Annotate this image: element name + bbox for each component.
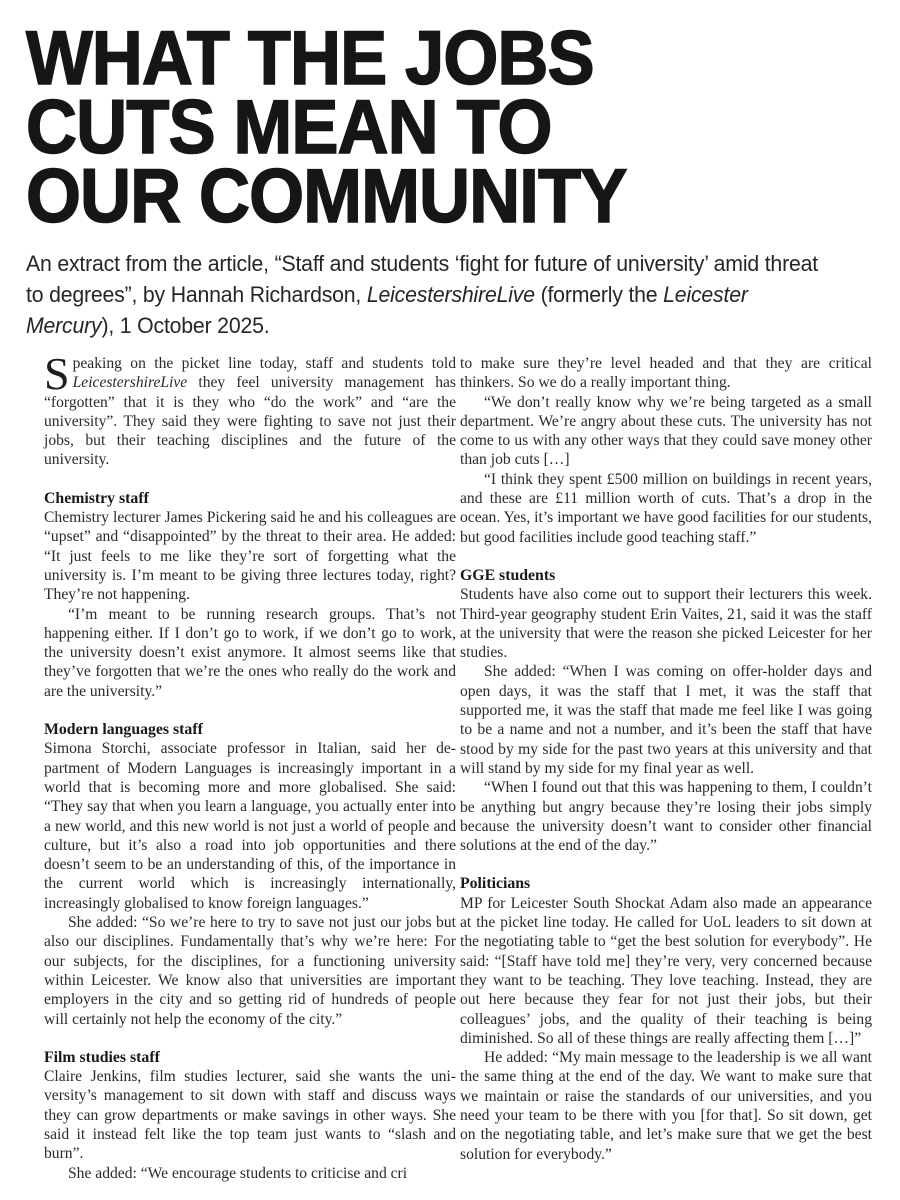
intro-paragraph: [44, 348, 456, 470]
standfirst-suffix: ), 1 October 2025.: [101, 313, 270, 338]
intro-publication: LeicestershireLive: [72, 374, 188, 392]
body-paragraph: Chemistry lecturer James Pickering said he and his colleagues are “upset” and “disappointed” by the threat to their area. He added: “It just feels to me like they’re sort of forgetting what the university is. I’m meant to be giving three lectures today, right? They’re not happening.: [44, 509, 456, 604]
body-paragraph: He added: “My main message to the leadership is we all want the same thing at the end of the day. We want to make sure that we maintain or raise the standards of our universities, and you need your team to be there with you [for that]. So sit down, get on the negotiating table, and let’s make sure that we get the best solution for everybody.”: [460, 1049, 872, 1163]
page-title: [26, 16, 826, 239]
former-publication-name: Leicester Mercury: [26, 282, 748, 338]
article-column-right: [460, 354, 872, 1164]
drop-cap: S: [44, 348, 70, 399]
body-paragraph: She added: “So we’re here to try to save not just our jobs but also our disciplines. Fundamentally that’s why we’re here: For our subjects, for the disciplines, for a functioning university within Leicester. We know also that universities are important employers in the city and so getting rid of hundreds of people will certainly not help the economy of the city.”: [44, 914, 456, 1028]
section-heading-chemistry: Chemistry staff: [44, 489, 149, 507]
body-paragraph: “When I found out that this was happening to them, I couldn’t be anything but angry because they’re losing their jobs simply because the university doesn’t want to consider other financial solutions at the end of the day.”: [460, 779, 872, 855]
article-column-left: [44, 348, 456, 1183]
standfirst-prefix: An extract from the article, “Staff and students ‘fight for future of university’ amid threat to degrees”, by Hannah Richardson,: [26, 251, 818, 307]
body-paragraph: “I’m meant to be running research groups. That’s not happening either. If I don’t go to work, if we don’t go to work, the university doesn’t exist anymore. It almost seems like that they’ve forgotten that we’re the ones who really do the work and are the university.”: [44, 605, 456, 700]
intro-text-a: peaking on the picket line today, staff and students told: [72, 355, 456, 372]
section-heading-film-studies: Film studies staff: [44, 1048, 160, 1066]
headline-line-3: OUR COMMUNITY: [26, 154, 627, 239]
intro-text-b: they feel university management has “forgotten” that it is they who “do the work” and “are the university”. They said they were fighting to save not just their jobs, but their teaching disciplines and the future of the university.: [44, 374, 456, 469]
standfirst-middle: (formerly the: [534, 282, 664, 307]
headline-line-1: WHAT THE JOBS: [26, 16, 594, 101]
body-paragraph: Claire Jenkins, film studies lecturer, said she wants the university’s management to sit down with staff and discuss ways they can grow departments or make savings in other ways. She said it instead felt like the top team just wants to “slash and burn”.: [44, 1068, 456, 1163]
standfirst: [26, 248, 829, 341]
body-paragraph: Simona Storchi, associate professor in Italian, said her department of Modern Languages is increasingly important in a world that is becoming more and more globalised. She said: “They say that when you learn a language, you actually enter into a new world, and this new world is not just a world of people and culture, but it’s also a road into job opportunities and there doesn’t seem to be an understanding of this, of the importance in the current world which is increasingly internationally, increasingly globalised to know foreign languages.”: [44, 740, 456, 912]
publication-name: LeicestershireLive: [366, 282, 535, 307]
headline-line-2: CUTS MEAN TO: [26, 85, 552, 170]
section-heading-politicians: Politicians: [460, 875, 531, 893]
continuation-paragraph: to make sure they’re level headed and that they are critical thinkers. So we do a really important thing.: [460, 355, 872, 392]
body-paragraph: Students have also come out to support their lecturers this week. Third-year geography student Erin Vaites, 21, said it was the staff at the university that were the reason she picked Leicester for her studies.: [460, 586, 872, 662]
section-heading-gge-students: GGE students: [460, 566, 556, 584]
body-paragraph: She added: “We encourage students to criticise and cri: [68, 1164, 408, 1182]
body-paragraph: MP for Leicester South Shockat Adam also made an appearance at the picket line today. He called for UoL leaders to sit down at the negotiating table to “get the best solution for everybody”. He said: “[Staff have told me] they’re very, very concerned because they want to be teaching. They love teaching. Instead, they are out here because they fear for not just their jobs, but their colleagues’ jobs, and the quality of their teaching is being diminished. So all of these things are really affecting them […]”: [460, 894, 872, 1047]
body-paragraph: “I think they spent £500 million on buildings in recent years, and these are £11 million worth of cuts. That’s a drop in the ocean. Yes, it’s important we have good facilities for our students, but good facilities include good teaching staff.”: [460, 470, 872, 546]
body-paragraph: She added: “When I was coming on offer-holder days and open days, it was the staff that I met, it was the staff that supported me, it was the staff that made me feel like I was going to be a name and not a number, and it’s been the staff that have stood by my side for the past two years at this university and that will stand by my side for my final year as well.: [460, 663, 872, 777]
body-paragraph: “We don’t really know why we’re being targeted as a small department. We’re angry about these cuts. The university has not come to us with any other ways that they could save money other than job cuts […]: [460, 393, 872, 469]
section-heading-modern-languages: Modern languages staff: [44, 721, 203, 739]
